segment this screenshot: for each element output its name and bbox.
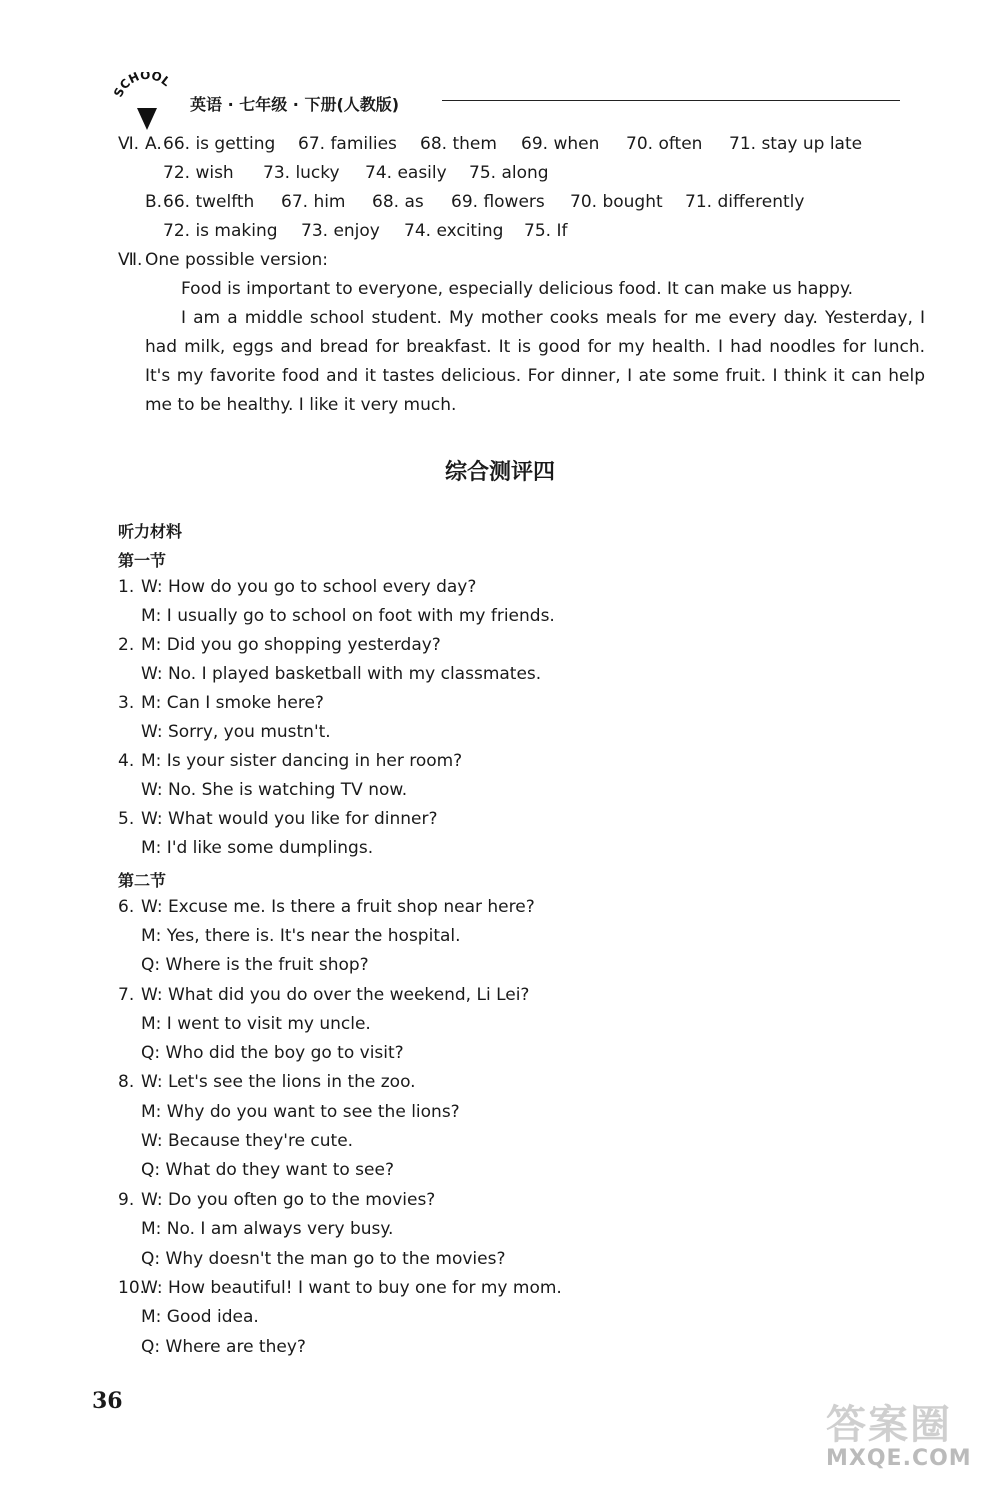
answer-vi-a-74: 74. easily [365,163,447,183]
dialogue-8-line-3: W: Because they're cute. [141,1131,354,1151]
dialogue-3-line-2: W: Sorry, you mustn't. [141,722,331,742]
section-vii-label: Ⅶ. [118,250,143,270]
essay-paragraph-2-text: I am a middle school student. My mother cooks meals for me every day. Yesterday, I had milk, eggs and bread for breakfast. It is good for my health. I had noodles for lunch. It's my favorite food and it tastes delicious. For dinner, I ate some fruit. I think it can help me to be healthy. I like it very much. [145,308,925,415]
dialogue-8-line-2: M: Why do you want to see the lions? [141,1102,460,1122]
dialogue-10-line-1: W: How beautiful! I want to buy one for my mom. [141,1278,562,1298]
page-number: 36 [92,1388,123,1414]
dialogue-6-line-3: Q: Where is the fruit shop? [141,955,369,975]
answer-vi-a-71: 71. stay up late [729,134,863,154]
dialogue-10-line-2: M: Good idea. [141,1307,259,1327]
section-vi-a-label: A. [145,134,162,154]
dialogue-5-number: 5. [118,809,135,829]
dialogue-2-line-1: M: Did you go shopping yesterday? [141,635,441,655]
dialogue-6-number: 6. [118,897,135,917]
answer-vi-a-73: 73. lucky [263,163,340,183]
dialogue-8-line-1: W: Let's see the lions in the zoo. [141,1072,416,1092]
essay-paragraph-1 [145,275,925,304]
header-title: 英语 · 七年级 · 下册(人教版) [190,95,400,114]
answer-vi-a-75: 75. along [469,163,549,183]
answer-vi-b-71: 71. differently [685,192,805,212]
answer-vi-a-66: 66. is getting [163,134,276,154]
watermark-url: MXQE.COM [826,1446,972,1471]
dialogue-10-line-3: Q: Where are they? [141,1337,306,1357]
dialogue-4-line-2: W: No. She is watching TV now. [141,780,408,800]
dialogue-4-number: 4. [118,751,135,771]
dialogue-5-line-1: W: What would you like for dinner? [141,809,438,829]
dialogue-2-line-2: W: No. I played basketball with my classmates. [141,664,542,684]
answer-vi-a-70: 70. often [626,134,703,154]
answer-vi-b-75: 75. If [524,221,568,241]
dialogue-1-number: 1. [118,577,135,597]
dialogue-9-line-1: W: Do you often go to the movies? [141,1190,436,1210]
dialogue-7-line-1: W: What did you do over the weekend, Li Lei? [141,985,530,1005]
section-vi-b-label: B. [145,192,163,212]
answer-vi-b-68: 68. as [372,192,424,212]
essay-paragraph-1-text: Food is important to everyone, especially delicious food. It can make us happy. [181,279,853,299]
section-vi-label: Ⅵ. [118,134,140,154]
section-title: 综合测评四 [444,460,555,485]
dialogue-7-line-3: Q: Who did the boy go to visit? [141,1043,404,1063]
dialogue-1-line-2: M: I usually go to school on foot with my friends. [141,606,555,626]
part2-label: 第二节 [118,871,167,890]
listening-label: 听力材料 [118,522,183,541]
answer-vi-b-73: 73. enjoy [301,221,380,241]
dialogue-9-line-3: Q: Why doesn't the man go to the movies? [141,1249,506,1269]
answer-vi-b-72: 72. is making [163,221,278,241]
essay-paragraph-2 [145,304,925,420]
dialogue-7-line-2: M: I went to visit my uncle. [141,1014,371,1034]
logo-text: SCHOOL [112,72,174,100]
answer-vi-b-74: 74. exciting [404,221,504,241]
section-vii-intro: One possible version: [145,250,329,270]
dialogue-8-number: 8. [118,1072,135,1092]
header-rule [442,100,900,101]
school-logo [112,72,182,134]
answer-vi-b-70: 70. bought [570,192,663,212]
dialogue-4-line-1: M: Is your sister dancing in her room? [141,751,463,771]
answer-vi-b-67: 67. him [281,192,346,212]
dialogue-3-line-1: M: Can I smoke here? [141,693,324,713]
dialogue-6-line-2: M: Yes, there is. It's near the hospital. [141,926,461,946]
dialogue-6-line-1: W: Excuse me. Is there a fruit shop near here? [141,897,535,917]
answer-vi-b-69: 69. flowers [451,192,545,212]
dialogue-5-line-2: M: I'd like some dumplings. [141,838,374,858]
answer-vi-a-69: 69. when [521,134,600,154]
dialogue-3-number: 3. [118,693,135,713]
answer-vi-a-72: 72. wish [163,163,234,183]
dialogue-9-number: 9. [118,1190,135,1210]
watermark-logo: 答案圈 [826,1402,952,1448]
dialogue-2-number: 2. [118,635,135,655]
svg-text:SCHOOL [112,72,173,99]
dialogue-1-line-1: W: How do you go to school every day? [141,577,477,597]
answer-vi-a-67: 67. families [298,134,397,154]
dialogue-7-number: 7. [118,985,135,1005]
answer-vi-b-66: 66. twelfth [163,192,255,212]
part1-label: 第一节 [118,551,167,570]
dialogue-8-line-4: Q: What do they want to see? [141,1160,394,1180]
answer-vi-a-68: 68. them [420,134,497,154]
dialogue-10-number: 10. [118,1278,146,1298]
dialogue-9-line-2: M: No. I am always very busy. [141,1219,394,1239]
